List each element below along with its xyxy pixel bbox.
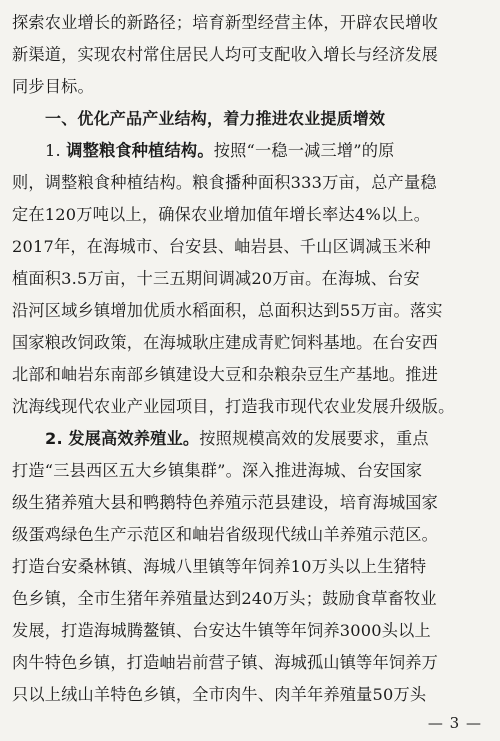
text-line-10: 沿河区域乡镇增加优质水稻面积，总面积达到55万亩。落实 <box>12 301 443 320</box>
text-line-16: 级生猪养殖大县和鸭鹅特色养殖示范县建设，培育海城国家 <box>12 493 439 512</box>
text-line-2: 新渠道，实现农村常住居民人均可支配收入增长与经济发展 <box>12 45 439 64</box>
item-1-text: 按照“一稳一减三增”的原 <box>213 141 395 160</box>
text-line-8: 2017年，在海城市、台安县、岫岩县、千山区调减玉米种 <box>12 237 431 256</box>
text-line-12: 北部和岫岩东南部乡镇建设大豆和杂粮杂豆生产基地。推进 <box>12 365 439 384</box>
item-1-number: 1. <box>45 141 61 160</box>
text-line-7: 定在120万吨以上，确保农业增加值年增长率达4%以上。 <box>12 205 431 224</box>
text-line-9: 植面积3.5万亩，十三五期间调减20万亩。在海城、台安 <box>12 269 420 288</box>
text-line-6: 则，调整粮食种植结构。粮食播种面积333万亩，总产量稳 <box>12 173 437 192</box>
text-line-3: 同步目标。 <box>12 77 94 96</box>
text-line-17: 级蛋鸡绿色生产示范区和岫岩省级现代绒山羊养殖示范区。 <box>12 525 439 544</box>
item-2-heading-line <box>45 424 490 454</box>
text-line-20: 发展，打造海城腾鳌镇、台安达牛镇等年饲养3000头以上 <box>12 621 431 640</box>
text-line-18: 打造台安桑林镇、海城八里镇等年饲养10万头以上生猪特 <box>12 557 427 576</box>
text-line-21: 肉牛特色乡镇，打造岫岩前营子镇、海城孤山镇等年饲养万 <box>12 653 439 672</box>
item-1-title: 调整粮食种植结构。 <box>66 141 214 160</box>
text-line-22: 只以上绒山羊特色乡镇，全市肉牛、肉羊年养殖量50万头 <box>12 685 427 704</box>
item-2-number: 2. <box>45 429 63 448</box>
item-1-heading-line <box>45 136 490 166</box>
section-heading: 一、优化产品产业结构，着力推进农业提质增效 <box>45 109 386 128</box>
text-line-11: 国家粮改饲政策，在海城耿庄建成青贮饲料基地。在台安西 <box>12 333 439 352</box>
text-line-1: 探索农业增长的新路径；培育新型经营主体，开辟农民增收 <box>12 13 439 32</box>
page-number: — 3 — <box>427 714 482 732</box>
text-line-19: 色乡镇，全市生猪年养殖量达到240万头；鼓励食草畜牧业 <box>12 589 437 608</box>
item-2-title: 发展高效养殖业。 <box>68 429 200 448</box>
item-2-text: 按照规模高效的发展要求，重点 <box>199 429 429 448</box>
text-line-13: 沈海线现代农业产业园项目，打造我市现代农业发展升级版。 <box>12 397 455 416</box>
text-line-15: 打造“三县西区五大乡镇集群”。深入推进海城、台安国家 <box>12 461 423 480</box>
